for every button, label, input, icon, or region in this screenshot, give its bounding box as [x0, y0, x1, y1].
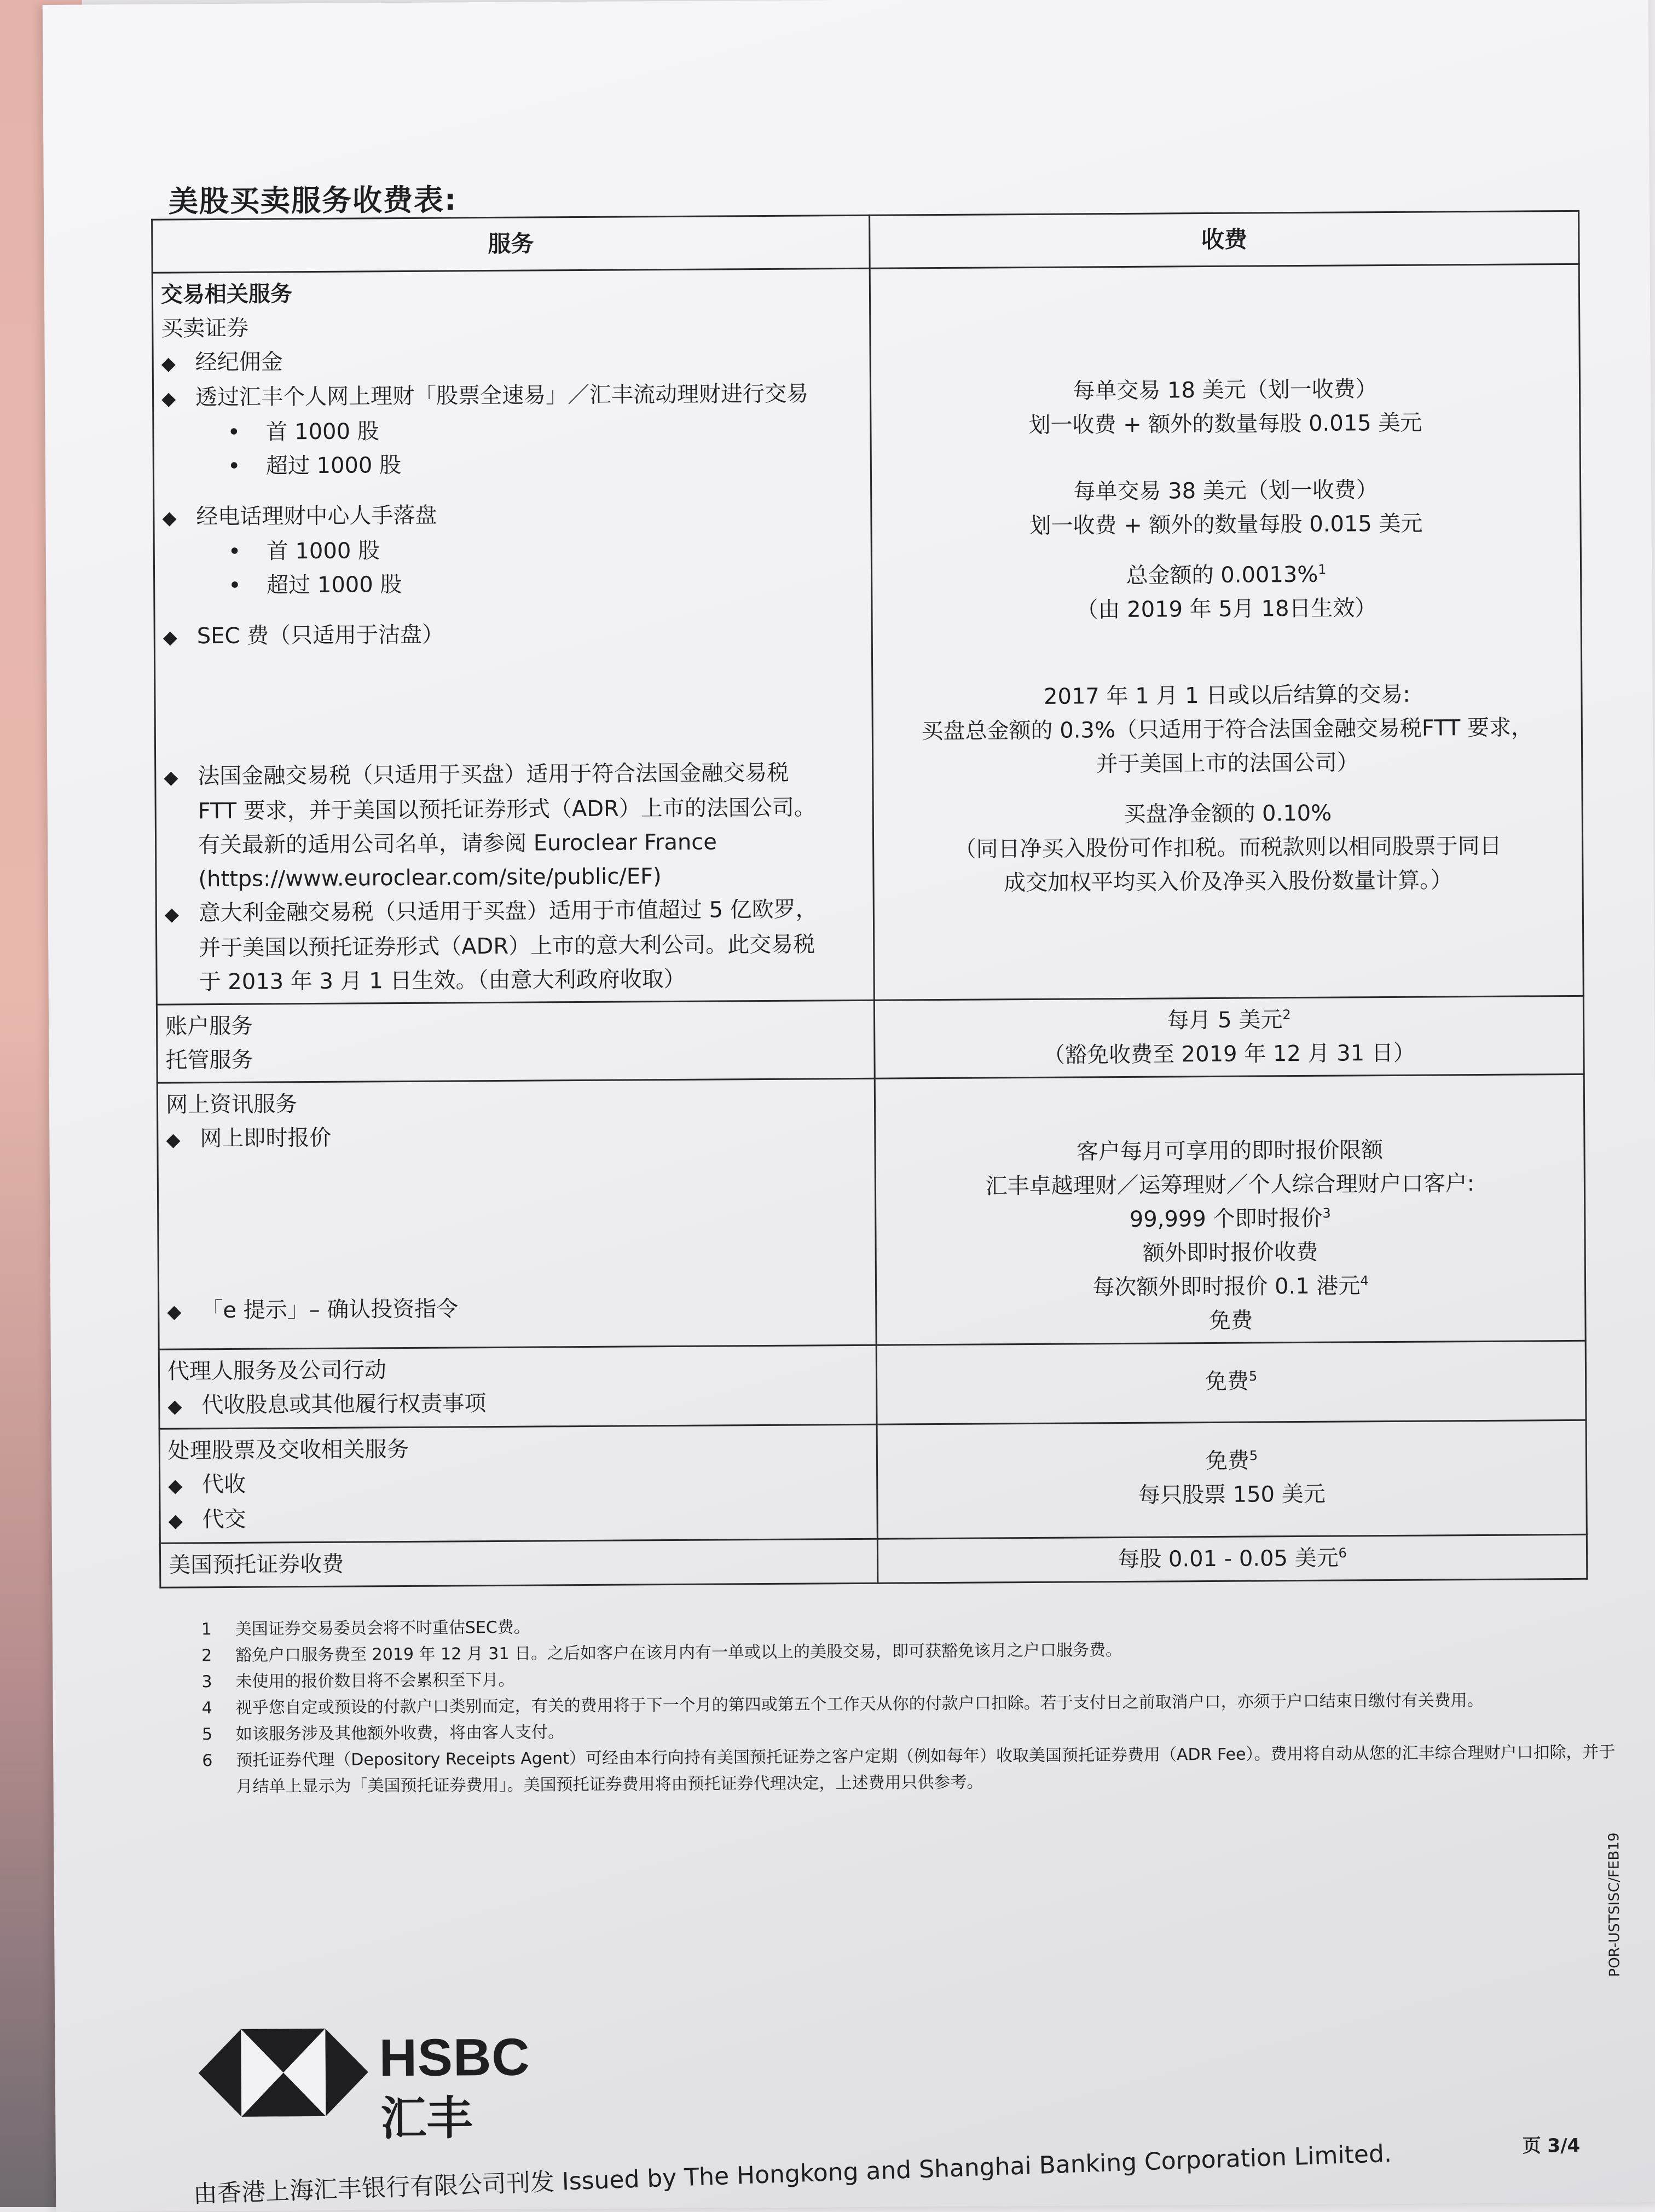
- fee-line: 99,999 个即时报价$^3$: [1129, 1205, 1331, 1232]
- section-heading: 代理人服务及公司行动: [167, 1358, 387, 1384]
- footnote: 5 如该服务涉及其他额外收费，将由客人支付。: [201, 1723, 565, 1745]
- fee-line: 每单交易 38 美元（划一收费）: [1073, 477, 1378, 505]
- text-line: 并于美国以预托证券形式（ADR）上市的意大利公司。此交易税: [199, 932, 815, 961]
- list-item: ◆ 代交: [168, 1499, 869, 1538]
- list-item: ◆ 经电话理财中心人手落盘: [162, 496, 863, 535]
- fee-line: 每股 0.01 - 0.05 美元$^6$: [1118, 1545, 1347, 1573]
- text-line: 于 2013 年 3 月 1 日生效。（由意大利政府收取）: [199, 966, 686, 995]
- fee-cell-online-info: [875, 1074, 1585, 1345]
- table-row: [159, 1420, 1587, 1543]
- hsbc-hexagon-icon: [198, 2023, 368, 2122]
- fee-cell-trading: [870, 264, 1583, 1000]
- fee-line: 额外即时报价收费: [1143, 1239, 1318, 1266]
- fee-cell-agent: [876, 1341, 1586, 1424]
- footnote-ref: 6: [1338, 1545, 1347, 1561]
- list-item: • 超过 1000 股: [163, 565, 863, 603]
- list-item: • 超过 1000 股: [162, 446, 863, 484]
- table-row: [157, 996, 1584, 1083]
- document-code: POR-USTSISC/FEB19: [1606, 1832, 1623, 1977]
- fee-line: 2017 年 1 月 1 日或以后结算的交易:: [1043, 681, 1410, 709]
- text-line: 有关最新的适用公司名单，请参阅 Euroclear France: [198, 829, 717, 858]
- logo-text-zh: 汇丰: [380, 2091, 473, 2146]
- section-subheading: 买卖证券: [161, 315, 249, 342]
- logo-text-en: HSBC: [379, 2028, 530, 2088]
- text-line: FTT 要求，并于美国以预托证券形式（ADR）上市的法国公司。: [198, 795, 816, 824]
- fee-line: 买盘净金额的 0.10%: [1124, 800, 1332, 827]
- service-cell-online-info: [157, 1078, 876, 1349]
- hsbc-logo: [198, 2017, 530, 2150]
- fee-line: 并于美国上市的法国公司）: [1096, 750, 1359, 777]
- service-cell-agent: [159, 1345, 877, 1429]
- service-cell-adr: [160, 1539, 877, 1587]
- fee-cell-adr: [877, 1534, 1587, 1583]
- fee-line: 每次额外即时报价 0.1 港元$^4$: [1092, 1273, 1369, 1301]
- list-item: ◆ 网上即时报价: [166, 1118, 866, 1157]
- text-line: 美国预托证券收费: [168, 1551, 344, 1578]
- fee-cell-account: [874, 996, 1584, 1078]
- section-heading: 网上资讯服务: [165, 1091, 298, 1118]
- fee-line: （由 2019 年 5月 18日生效）: [1076, 596, 1377, 623]
- footnote-ref: 5: [1249, 1448, 1258, 1464]
- page-number: 页 3/4: [1522, 2134, 1581, 2157]
- footnote: 6 预托证券代理（Depository Receipts Agent）可经由本行向持有美国预托证券之客户定期（例如每年）收取美国预托证券费用（ADR Fee）。费用将自动从您的汇丰综合理财户口扣除，并于月结单上显示为「美国预托证券费用」。美国预托证券费用将由预托证券代理决定，上述费用只供参考。: [202, 1742, 1616, 1797]
- list-item: • 首 1000 股: [161, 412, 862, 450]
- list-item: ◆ 代收: [168, 1464, 869, 1503]
- fee-line: 买盘总金额的 0.3%（只适用于符合法国金融交易税FTT 要求，: [921, 715, 1534, 744]
- fee-line: 汇丰卓越理财／运筹理财／个人综合理财户口客户:: [985, 1171, 1475, 1199]
- column-header-service: 服务: [152, 215, 870, 273]
- table-row: [152, 264, 1583, 1004]
- fee-line: （同日净买入股份可作扣税。而税款则以相同股票于同日: [954, 833, 1502, 862]
- fee-line: 每只股票 150 美元: [1138, 1481, 1326, 1508]
- footnote-ref: 5: [1248, 1368, 1258, 1384]
- fee-line: 客户每月可享用的即时报价限额: [1076, 1137, 1384, 1165]
- footnote-ref: 1: [1318, 562, 1327, 577]
- service-cell-trading: [152, 268, 874, 1004]
- list-item: ◆ 代收股息或其他履行权责事项: [167, 1384, 868, 1424]
- list-item: ◆ 法国金融交易税（只适用于买盘）适用于符合法国金融交易税: [164, 755, 864, 795]
- document-page: [43, 0, 1655, 2212]
- text-line: (https://www.euroclear.com/site/public/EF): [198, 864, 662, 892]
- fee-line: 免费: [1208, 1308, 1253, 1334]
- page-title: 美股买卖服务收费表:: [168, 182, 458, 219]
- service-cell-handling: [159, 1424, 877, 1543]
- fee-cell-handling: [877, 1420, 1587, 1539]
- table-row: [160, 1534, 1587, 1587]
- fee-line: 免费$^5$: [1205, 1448, 1258, 1474]
- fee-line: 划一收费 + 额外的数量每股 0.015 美元: [1028, 410, 1422, 438]
- list-item: ◆ 透过汇丰个人网上理财「股票全速易」／汇丰流动理财进行交易: [161, 377, 862, 416]
- issuer-line: 由香港上海汇丰银行有限公司刊发 Issued by The Hongkong and Shanghai Banking Corporation Limited.: [193, 2139, 1392, 2209]
- fee-table: [151, 210, 1588, 1589]
- list-item: ◆ 意大利金融交易税（只适用于买盘）适用于市值超过 5 亿欧罗，: [165, 892, 865, 932]
- text-line: 托管服务: [165, 1047, 253, 1073]
- footnote: 2 豁免户口服务费至 2019 年 12 月 31 日。之后如客户在该月内有一单或以上的美股交易，即可获豁免该月之户口服务费。: [201, 1641, 1122, 1666]
- fee-line: 免费$^5$: [1205, 1368, 1258, 1395]
- footnotes: [201, 1608, 1625, 1800]
- list-item: • 首 1000 股: [163, 531, 863, 569]
- table-row: [157, 1074, 1585, 1349]
- fee-line: 每单交易 18 美元（划一收费）: [1073, 377, 1378, 404]
- fee-line: 成交加权平均买入价及净买入股份数量计算。）: [1003, 868, 1453, 896]
- footnote: 4 视乎您自定或预设的付款户口类别而定，有关的费用将于下一个月的第四或第五个工作天从你的付款户口扣除。若于支付日之前取消户口，亦须于户口结束日缴付有关费用。: [201, 1690, 1484, 1718]
- section-heading: 交易相关服务: [160, 281, 293, 308]
- footnote-ref: 3: [1322, 1205, 1331, 1221]
- table-header-row: [152, 211, 1579, 273]
- section-heading: 处理股票及交收相关服务: [167, 1436, 409, 1464]
- table-row: [159, 1341, 1586, 1429]
- footnote-ref: 4: [1360, 1273, 1369, 1289]
- list-item: ◆ SEC 费（只适用于沽盘）: [163, 615, 864, 655]
- service-cell-account: [157, 1000, 875, 1083]
- column-header-fee: 收费: [870, 211, 1579, 268]
- footnote-ref: 2: [1282, 1007, 1291, 1023]
- fee-line: （豁免收费至 2019 年 12 月 31 日）: [1043, 1040, 1416, 1068]
- fee-line: 总金额的 0.0013%$^1$: [1126, 562, 1327, 588]
- footnote: 3 未使用的报价数目将不会累积至下月。: [201, 1670, 515, 1692]
- list-item: ◆ 「e 提示」– 确认投资指令: [167, 1290, 867, 1329]
- text-line: 账户服务: [165, 1013, 253, 1039]
- fee-line: 划一收费 + 额外的数量每股 0.015 美元: [1029, 511, 1423, 539]
- fee-line: 每月 5 美元$^2$: [1167, 1007, 1291, 1033]
- footnote: 1 美国证券交易委员会将不时重估SEC费。: [201, 1618, 530, 1639]
- list-item: ◆ 经纪佣金: [161, 342, 862, 381]
